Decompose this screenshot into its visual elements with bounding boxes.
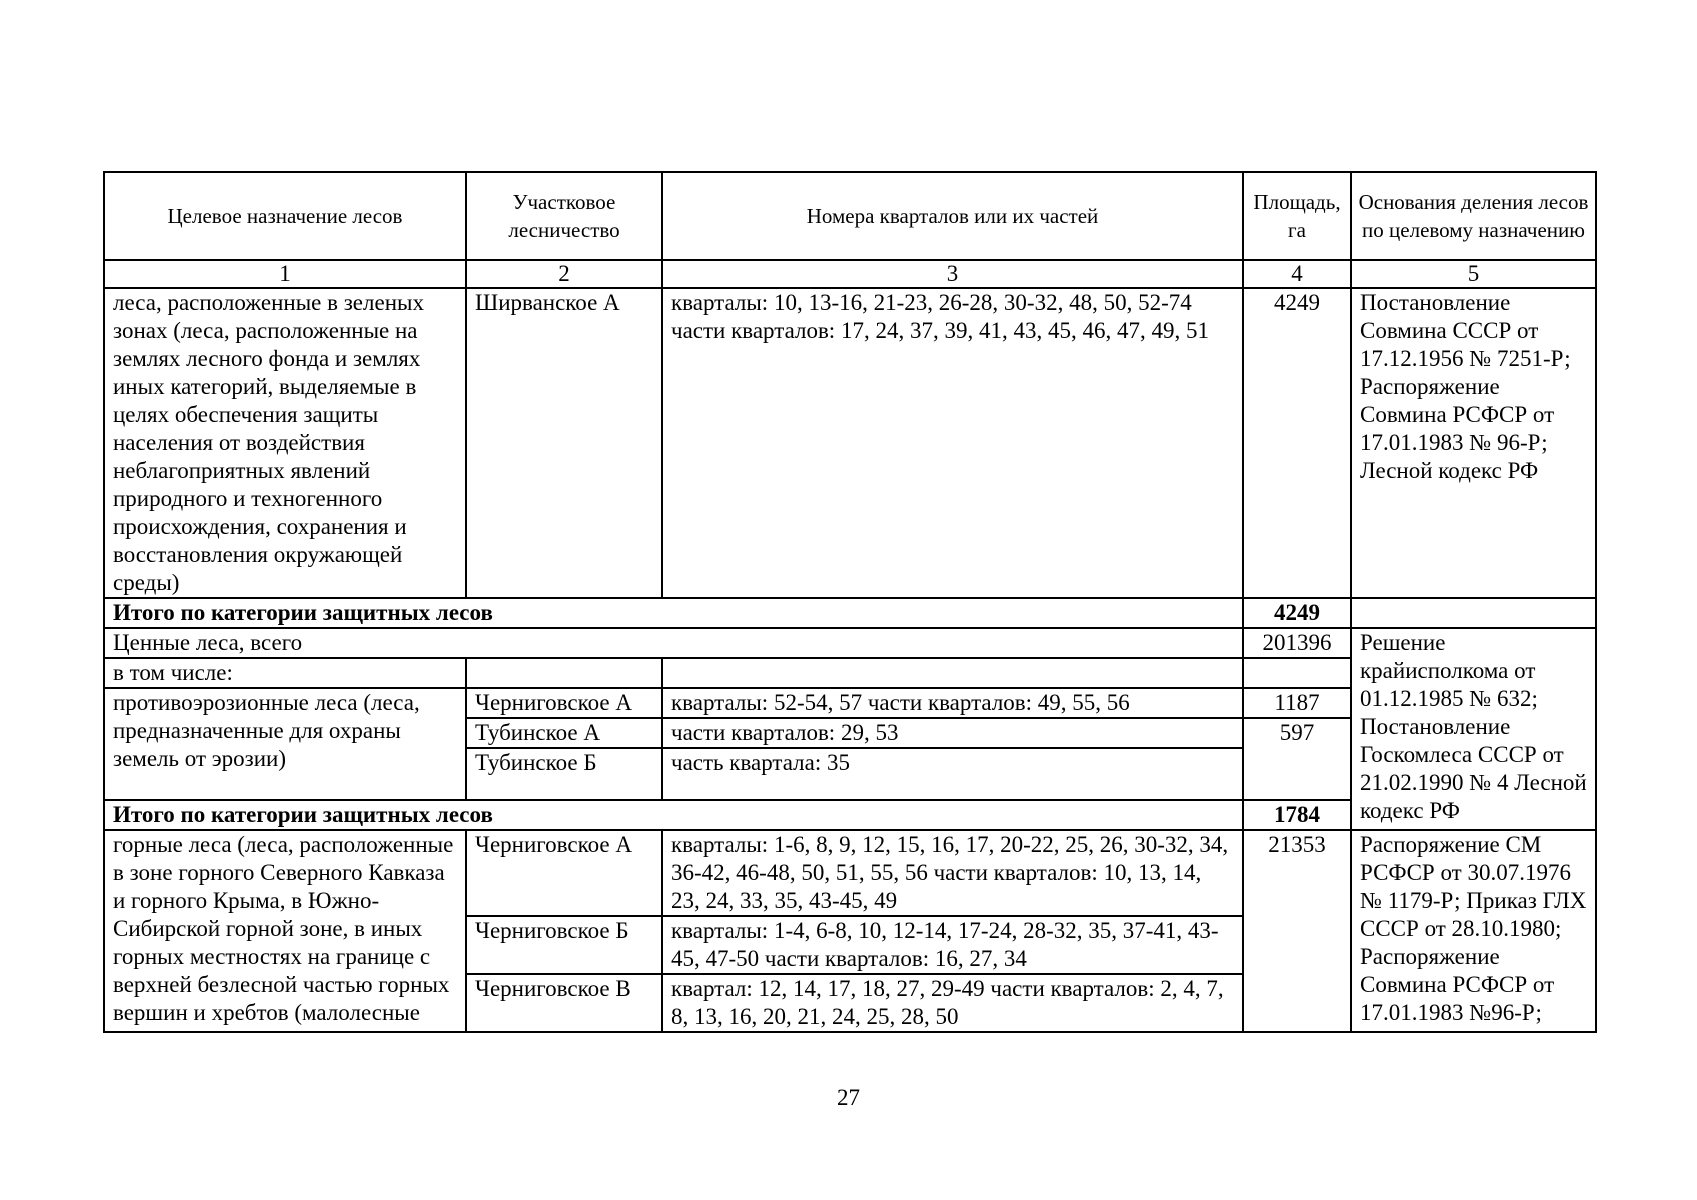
area-cell: 597 xyxy=(1243,718,1351,800)
quarters-cell: кварталы: 52-54, 57 части кварталов: 49, 55, 56 xyxy=(662,688,1243,718)
column-number: 3 xyxy=(662,260,1243,288)
valuable-label: Ценные леса, всего xyxy=(104,628,1243,658)
basis-cell: Распоряжение СМ РСФСР от 30.07.1976 № 1179-Р; Приказ ГЛХ СССР от 28.10.1980; Распоряжение Совмина РСФСР от 17.01.1983 №96-Р; xyxy=(1351,830,1596,1032)
including-label: в том числе: xyxy=(104,658,466,688)
column-number: 2 xyxy=(466,260,662,288)
forestry-cell: Тубинское Б xyxy=(466,748,662,800)
column-number: 5 xyxy=(1351,260,1596,288)
area-cell: 4249 xyxy=(1243,288,1351,598)
column-number: 1 xyxy=(104,260,466,288)
header-purpose: Целевое назначение лесов xyxy=(104,172,466,260)
header-basis: Основания деления лесов по целевому назначению xyxy=(1351,172,1596,260)
forestry-cell: Черниговское Б xyxy=(466,916,662,974)
total-label: Итого по категории защитных лесов xyxy=(104,598,1243,628)
quarters-cell: кварталы: 1-6, 8, 9, 12, 15, 16, 17, 20-22, 25, 26, 30-32, 34, 36-42, 46-48, 50, 51, 55, 56 части кварталов: 10, 13, 14, 23, 24, 33, 35, 43-45, 49 xyxy=(662,830,1243,916)
total-label: Итого по категории защитных лесов xyxy=(104,800,1243,830)
column-number: 4 xyxy=(1243,260,1351,288)
header-row xyxy=(104,172,1596,260)
quarters-cell: кварталы: 1-4, 6-8, 10, 12-14, 17-24, 28-32, 35, 37-41, 43-45, 47-50 части кварталов: 16, 27, 34 xyxy=(662,916,1243,974)
forestry-cell: Черниговское А xyxy=(466,830,662,916)
basis-cell: Решение крайисполкома от 01.12.1985 № 632; Постановление Госкомлеса СССР от 21.02.1990 № 4 Лесной кодекс РФ xyxy=(1351,628,1596,830)
total-area: 4249 xyxy=(1243,598,1351,628)
forestry-cell: Черниговское В xyxy=(466,974,662,1032)
purpose-cell: противоэрозионные леса (леса, предназначенные для охраны земель от эрозии) xyxy=(104,688,466,800)
area-cell: 1187 xyxy=(1243,688,1351,718)
total-area: 1784 xyxy=(1243,800,1351,830)
valuable-forests-row xyxy=(104,628,1596,658)
header-quarters: Номера кварталов или их частей xyxy=(662,172,1243,260)
basis-cell: Постановление Совмина СССР от 17.12.1956 № 7251-Р; Распоряжение Совмина РСФСР от 17.01.1983 № 96-Р; Лесной кодекс РФ xyxy=(1351,288,1596,598)
forest-purpose-table xyxy=(103,171,1597,1033)
quarters-cell: части кварталов: 29, 53 xyxy=(662,718,1243,748)
purpose-cell: леса, расположенные в зеленых зонах (леса, расположенные на землях лесного фонда и землях иных категорий, выделяемые в целях обеспечения защиты населения от воздействия неблагоприятных явлений природного и техногенного происхождения, сохранения и восстановления окружающей среды) xyxy=(104,288,466,598)
forestry-cell: Тубинское А xyxy=(466,718,662,748)
empty-cell xyxy=(1351,598,1596,628)
empty-cell xyxy=(662,658,1243,688)
empty-cell xyxy=(1243,658,1351,688)
forestry-cell: Ширванское А xyxy=(466,288,662,598)
purpose-cell: горные леса (леса, расположенные в зоне горного Северного Кавказа и горного Крыма, в Южно-Сибирской горной зоне, в иных горных местностях на границе с верхней безлесной частью горных вершин и хребтов (малолесные xyxy=(104,830,466,1032)
quarters-cell: кварталы: 10, 13-16, 21-23, 26-28, 30-32, 48, 50, 52-74 части кварталов: 17, 24, 37, 39, 41, 43, 45, 46, 47, 49, 51 xyxy=(662,288,1243,598)
total-row xyxy=(104,598,1596,628)
quarters-cell: часть квартала: 35 xyxy=(662,748,1243,800)
column-numbers-row xyxy=(104,260,1596,288)
area-cell: 21353 xyxy=(1243,830,1351,1032)
valuable-area: 201396 xyxy=(1243,628,1351,658)
green-zone-row xyxy=(104,288,1596,598)
header-forestry: Участковое лесничество xyxy=(466,172,662,260)
quarters-cell: квартал: 12, 14, 17, 18, 27, 29-49 части кварталов: 2, 4, 7, 8, 13, 16, 20, 21, 24, 25, 28, 50 xyxy=(662,974,1243,1032)
page-number: 27 xyxy=(837,1085,860,1110)
empty-cell xyxy=(466,658,662,688)
mountain-forest-row xyxy=(104,830,1596,916)
header-area: Площадь, га xyxy=(1243,172,1351,260)
forestry-cell: Черниговское А xyxy=(466,688,662,718)
